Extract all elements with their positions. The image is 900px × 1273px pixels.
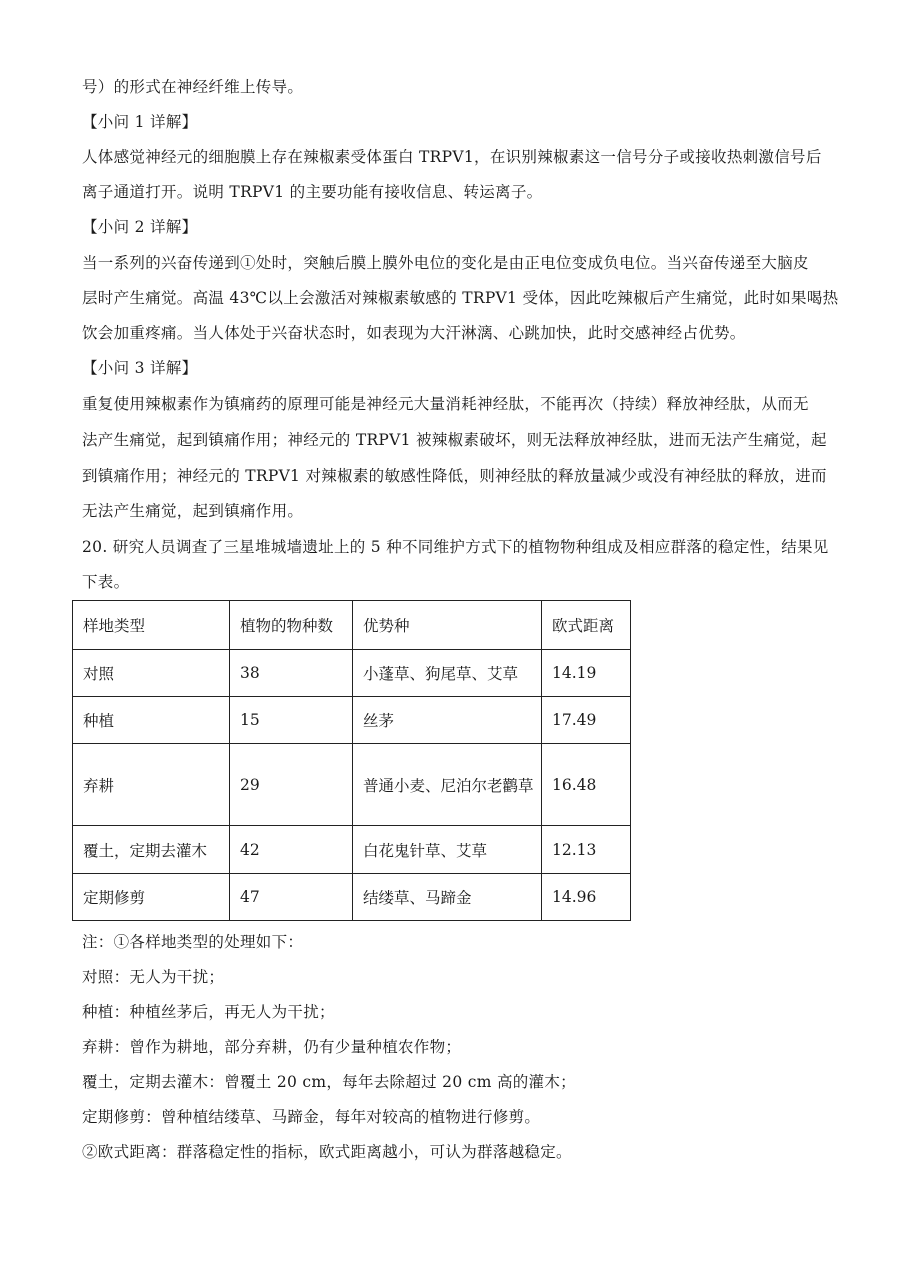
note-line: 覆土，定期去灌木：曾覆土 20 cm，每年去除超过 20 cm 高的灌木； (82, 1073, 576, 1091)
table-row (73, 826, 631, 874)
paragraph-line: 号）的形式在神经纤维上传导。 (82, 78, 304, 96)
table-header-cell: 样地类型 (73, 601, 230, 650)
table-cell: 16.48 (542, 744, 631, 826)
question-text: 20. 研究人员调查了三星堆城墙遗址上的 5 种不同维护方式下的植物物种组成及相应群落的稳定性，结果见 (82, 538, 829, 556)
note-line: 对照：无人为干扰； (82, 968, 225, 986)
table-row (73, 650, 631, 697)
table-cell: 42 (230, 826, 353, 874)
paragraph-line: 到镇痛作用；神经元的 TRPV1 对辣椒素的敏感性降低，则神经肽的释放量减少或没有神经肽的释放，进而 (82, 467, 827, 485)
paragraph-line: 无法产生痛觉，起到镇痛作用。 (82, 502, 304, 520)
question-text: 下表。 (82, 573, 130, 591)
table-cell: 29 (230, 744, 353, 826)
section-heading: 【小问 1 详解】 (82, 113, 198, 131)
note-line: 定期修剪：曾种植结缕草、马蹄金，每年对较高的植物进行修剪。 (82, 1108, 541, 1126)
table-cell: 丝茅 (353, 697, 542, 744)
table-cell: 12.13 (542, 826, 631, 874)
table-cell: 定期修剪 (73, 874, 230, 921)
table-header-cell: 欧式距离 (542, 601, 631, 650)
table-cell: 小蓬草、狗尾草、艾草 (353, 650, 542, 697)
paragraph-line: 当一系列的兴奋传递到①处时，突触后膜上膜外电位的变化是由正电位变成负电位。当兴奋传递至大脑皮 (82, 254, 809, 272)
note-line: 弃耕：曾作为耕地，部分弃耕，仍有少量种植农作物； (82, 1038, 462, 1056)
table-cell: 结缕草、马蹄金 (353, 874, 542, 921)
note-line: ②欧式距离：群落稳定性的指标，欧式距离越小，可认为群落越稳定。 (82, 1143, 572, 1161)
paragraph-line: 人体感觉神经元的细胞膜上存在辣椒素受体蛋白 TRPV1，在识别辣椒素这一信号分子或接收热刺激信号后 (82, 148, 822, 166)
table-cell: 17.49 (542, 697, 631, 744)
table-cell: 对照 (73, 650, 230, 697)
section-heading: 【小问 2 详解】 (82, 218, 198, 236)
note-line: 注：①各样地类型的处理如下： (82, 933, 304, 951)
data-table (72, 600, 631, 921)
table-cell: 弃耕 (73, 744, 230, 826)
table-cell: 15 (230, 697, 353, 744)
table-header-row (73, 601, 631, 650)
table-cell: 覆土，定期去灌木 (73, 826, 230, 874)
table-row (73, 697, 631, 744)
table-cell: 38 (230, 650, 353, 697)
section-heading: 【小问 3 详解】 (82, 359, 198, 377)
paragraph-line: 法产生痛觉，起到镇痛作用；神经元的 TRPV1 被辣椒素破坏，则无法释放神经肽，进而无法产生痛觉，起 (82, 431, 827, 449)
table-cell: 14.19 (542, 650, 631, 697)
table-cell: 14.96 (542, 874, 631, 921)
note-line: 种植：种植丝茅后，再无人为干扰； (82, 1003, 335, 1021)
table-cell: 种植 (73, 697, 230, 744)
paragraph-line: 层时产生痛觉。高温 43℃以上会激活对辣椒素敏感的 TRPV1 受体，因此吃辣椒后产生痛觉，此时如果喝热 (82, 289, 839, 307)
table-cell: 白花鬼针草、艾草 (353, 826, 542, 874)
table-header-cell: 优势种 (353, 601, 542, 650)
table-cell: 普通小麦、尼泊尔老鹳草 (353, 744, 542, 826)
paragraph-line: 饮会加重疼痛。当人体处于兴奋状态时，如表现为大汗淋漓、心跳加快，此时交感神经占优势。 (82, 324, 746, 342)
paragraph-line: 离子通道打开。说明 TRPV1 的主要功能有接收信息、转运离子。 (82, 183, 543, 201)
paragraph-line: 重复使用辣椒素作为镇痛药的原理可能是神经元大量消耗神经肽，不能再次（持续）释放神经肽，从而无 (82, 395, 809, 413)
table-header-cell: 植物的物种数 (230, 601, 353, 650)
table-row (73, 744, 631, 826)
table-row (73, 874, 631, 921)
table-cell: 47 (230, 874, 353, 921)
